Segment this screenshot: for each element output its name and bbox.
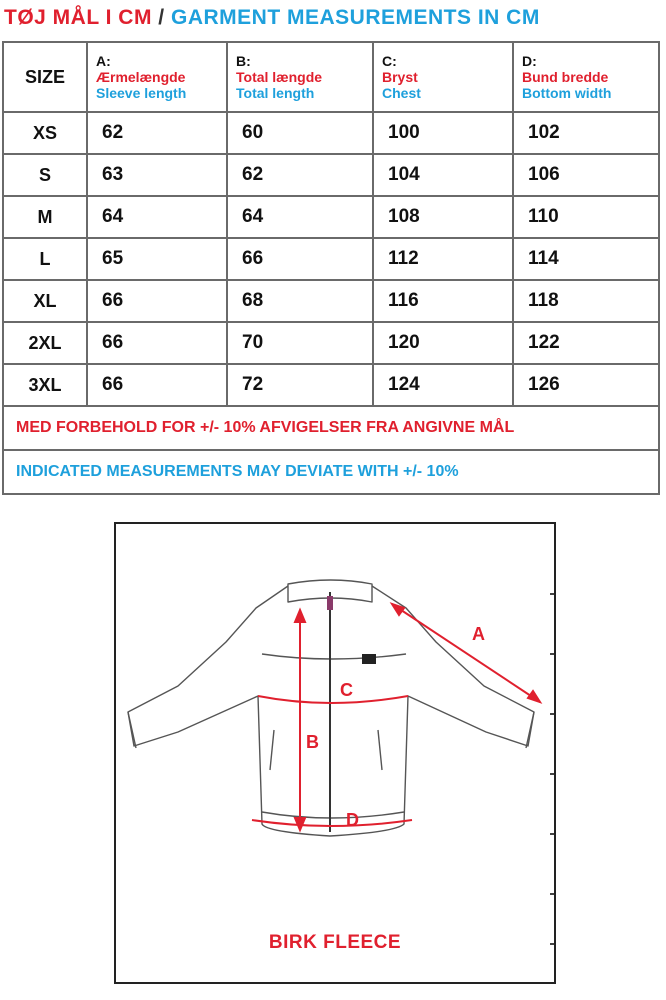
total-length-cell: 72 (227, 364, 373, 406)
bottom-width-cell: 126 (513, 364, 659, 406)
table-row (3, 322, 659, 364)
column-letter: C: (382, 53, 397, 69)
table-row (3, 196, 659, 238)
chest-cell: 100 (373, 112, 513, 154)
sleeve-length-cell: 66 (87, 280, 227, 322)
size-cell: L (3, 238, 87, 280)
column-header-b (227, 42, 373, 112)
column-label-danish: Bund bredde (522, 69, 609, 85)
chest-cell: 104 (373, 154, 513, 196)
measure-line-a (392, 604, 540, 702)
deviation-note-danish: MED FORBEHOLD FOR +/- 10% AFVIGELSER FRA ANGIVNE MÅL (3, 406, 659, 450)
sleeve-length-cell: 65 (87, 238, 227, 280)
arrow-head (295, 610, 305, 622)
column-label-english: Chest (382, 85, 421, 101)
table-row (3, 154, 659, 196)
hem-band (262, 812, 404, 818)
table-row (3, 112, 659, 154)
column-label-danish: Ærmelængde (96, 69, 186, 85)
bottom-width-cell: 122 (513, 322, 659, 364)
table-header-row (3, 42, 659, 112)
column-label-english: Sleeve length (96, 85, 187, 101)
right-pocket (378, 730, 382, 770)
sleeve-length-cell: 66 (87, 364, 227, 406)
chest-cell: 116 (373, 280, 513, 322)
column-label-danish: Total længde (236, 69, 323, 85)
bottom-width-cell: 106 (513, 154, 659, 196)
label-c: C (340, 680, 353, 700)
page-header (4, 6, 540, 36)
total-length-cell: 70 (227, 322, 373, 364)
yoke-seam (262, 654, 406, 659)
sleeve-length-cell: 63 (87, 154, 227, 196)
sleeve-length-cell: 64 (87, 196, 227, 238)
bottom-width-cell: 114 (513, 238, 659, 280)
size-cell: 3XL (3, 364, 87, 406)
sleeve-length-cell: 66 (87, 322, 227, 364)
total-length-cell: 60 (227, 112, 373, 154)
label-b: B (306, 732, 319, 752)
column-label-english: Bottom width (522, 85, 612, 101)
label-a: A (472, 624, 485, 644)
bottom-width-cell: 110 (513, 196, 659, 238)
total-length-cell: 66 (227, 238, 373, 280)
column-header-c (373, 42, 513, 112)
note-row-danish (3, 406, 659, 450)
column-header-a (87, 42, 227, 112)
table-row (3, 364, 659, 406)
jacket-illustration (116, 524, 554, 982)
measure-line-c (258, 696, 408, 703)
column-letter: A: (96, 53, 111, 69)
size-chart-table (2, 41, 660, 495)
sleeve-length-cell: 62 (87, 112, 227, 154)
total-length-cell: 62 (227, 154, 373, 196)
size-column-header: SIZE (3, 42, 87, 112)
chest-badge (362, 654, 376, 664)
size-cell: XL (3, 280, 87, 322)
title-danish: TØJ MÅL I CM (4, 6, 152, 29)
size-cell: S (3, 154, 87, 196)
total-length-cell: 64 (227, 196, 373, 238)
column-label-english: Total length (236, 85, 315, 101)
size-cell: 2XL (3, 322, 87, 364)
table-row (3, 238, 659, 280)
garment-diagram (114, 522, 556, 984)
label-d: D (346, 810, 359, 830)
title-english: GARMENT MEASUREMENTS IN CM (170, 6, 540, 29)
chest-cell: 124 (373, 364, 513, 406)
total-length-cell: 68 (227, 280, 373, 322)
chest-cell: 120 (373, 322, 513, 364)
left-cuff (128, 712, 136, 748)
product-name: BIRK FLEECE (268, 932, 402, 953)
column-label-danish: Bryst (382, 69, 418, 85)
column-letter: B: (236, 53, 251, 69)
size-cell: M (3, 196, 87, 238)
size-cell: XS (3, 112, 87, 154)
table-row (3, 280, 659, 322)
chest-cell: 108 (373, 196, 513, 238)
title-separator: / (158, 6, 165, 29)
column-letter: D: (522, 53, 537, 69)
left-pocket (270, 730, 274, 770)
bottom-width-cell: 102 (513, 112, 659, 154)
chest-cell: 112 (373, 238, 513, 280)
right-cuff (526, 712, 534, 748)
arrow-head (528, 691, 540, 702)
bottom-width-cell: 118 (513, 280, 659, 322)
deviation-note-english: INDICATED MEASUREMENTS MAY DEVIATE WITH +/- 10% (3, 450, 659, 494)
zipper-pull (327, 596, 333, 610)
column-header-d (513, 42, 659, 112)
note-row-english (3, 450, 659, 494)
measure-line-d (252, 820, 412, 826)
